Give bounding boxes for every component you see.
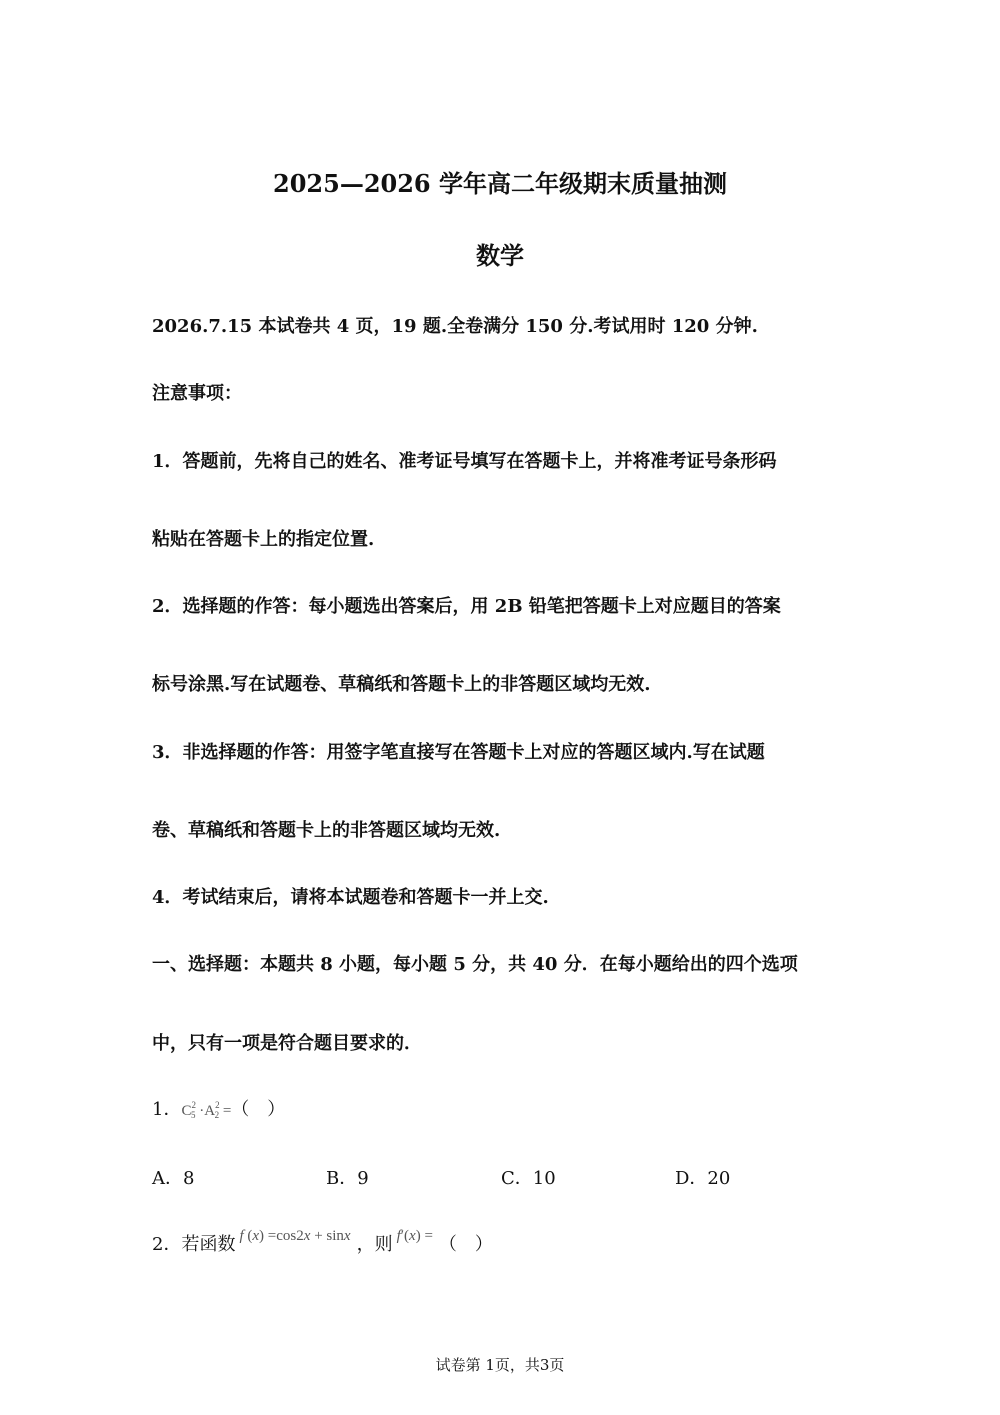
exam-info: 2026.7.15 本试卷共 4 页，19 题.全卷满分 150 分.考试用时 120 分钟. xyxy=(152,316,758,337)
equals-sign: = xyxy=(424,1228,433,1244)
function-f: f xyxy=(239,1228,244,1244)
equals-sign: = xyxy=(222,1103,232,1119)
variable-x: x xyxy=(252,1228,260,1244)
function-definition xyxy=(239,1228,350,1244)
subject-title: 数学 xyxy=(476,241,524,270)
left-paren: ( xyxy=(404,1228,410,1244)
section-1-line-2: 中，只有一项是符合题目要求的． xyxy=(152,1033,422,1054)
function-rhs: =cos2 xyxy=(267,1228,304,1244)
question-1-expression xyxy=(181,1100,232,1120)
question-1-number: 1． xyxy=(152,1099,182,1120)
option-c: C．10 xyxy=(501,1168,556,1189)
variable-x: x xyxy=(303,1228,311,1244)
multiply-dot: · xyxy=(199,1103,205,1119)
question-2-blank: （ ） xyxy=(438,1234,493,1255)
note-3-line-2: 卷、草稿纸和答题卡上的非答题区域均无效. xyxy=(152,820,501,841)
option-b: B．9 xyxy=(326,1168,369,1189)
question-2-then: ，则 xyxy=(356,1234,393,1255)
question-2 xyxy=(152,1228,493,1255)
question-2-number: 2． xyxy=(152,1234,182,1255)
option-a: A．8 xyxy=(152,1168,195,1189)
note-2-line-1: 2．选择题的作答：每小题选出答案后，用 2B 铅笔把答题卡上对应题目的答案 xyxy=(152,596,781,617)
right-paren: ) xyxy=(415,1228,421,1244)
note-1-line-2: 粘贴在答题卡上的指定位置. xyxy=(152,529,375,550)
note-2-line-2: 标号涂黑.写在试题卷、草稿纸和答题卡上的非答题区域均无效. xyxy=(152,674,651,695)
note-1-line-1: 1．答题前，先将自己的姓名、准考证号填写在答题卡上，并将准考证号条形码 xyxy=(152,451,777,472)
combination-symbol: C xyxy=(181,1103,192,1119)
question-1 xyxy=(152,1101,285,1119)
question-1-blank: （ ） xyxy=(231,1099,286,1120)
notes-heading: 注意事项： xyxy=(152,383,242,404)
function-rhs-sin: + sin xyxy=(310,1228,344,1244)
question-2-text: 若函数 xyxy=(181,1234,236,1255)
arrangement-symbol: A xyxy=(204,1103,216,1119)
note-3-line-1: 3．非选择题的作答：用签字笔直接写在答题卡上对应的答题区域内.写在试题 xyxy=(152,742,765,763)
variable-x: x xyxy=(409,1228,416,1244)
option-d: D．20 xyxy=(675,1168,731,1189)
section-1-line-1: 一、选择题：本题共 8 小题，每小题 5 分，共 40 分．在每小题给出的四个选项 xyxy=(152,954,798,975)
page-footer: 试卷第 1页，共3页 xyxy=(435,1356,565,1374)
combination-subscript: 5 xyxy=(190,1110,196,1120)
combination-superscript: 2 xyxy=(191,1100,196,1110)
arrangement-subscript: 2 xyxy=(214,1110,220,1120)
arrangement-superscript: 2 xyxy=(215,1100,220,1110)
note-4-line-1: 4．考试结束后，请将本试题卷和答题卡一并上交. xyxy=(152,887,549,908)
prime-mark: ′ xyxy=(400,1228,405,1244)
exam-title: 2025—2026 学年高二年级期末质量抽测 xyxy=(273,169,727,198)
variable-x: x xyxy=(343,1228,351,1244)
right-paren: ) xyxy=(259,1228,265,1244)
left-paren: ( xyxy=(247,1228,253,1244)
function-f: f xyxy=(396,1228,401,1244)
derivative-expression xyxy=(397,1228,433,1244)
